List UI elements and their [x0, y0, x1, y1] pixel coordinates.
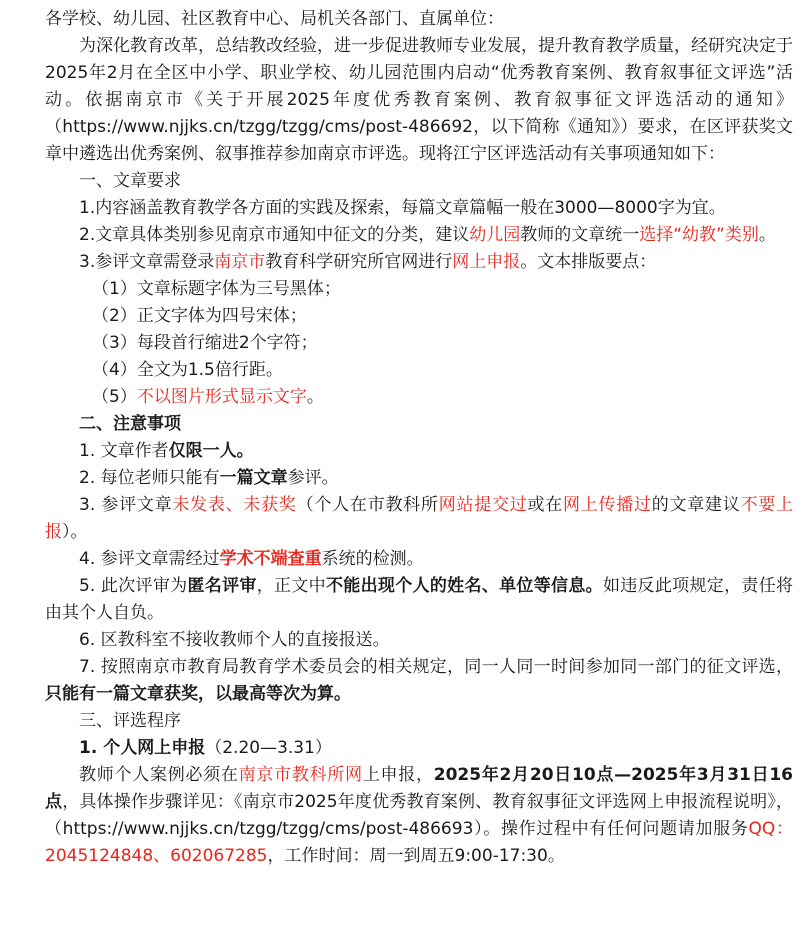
online-submit-highlight: 网上申报: [452, 252, 521, 272]
format-point-1: （1）文章标题字体为三号黑体；: [92, 279, 341, 299]
note-3: 3. 参评文章未发表、未获奖（个人在市教科所网站提交过或在网上传播过的文章建议不要上报）。: [45, 495, 794, 542]
format-point-3: （3）每段首行缩进2个字符；: [92, 333, 318, 353]
note-7: 7. 按照南京市教育局教育学术委员会的相关规定，同一人同一时间参加同一部门的征文评选，只能有一篇文章获奖，以最高等次为算。: [45, 657, 793, 704]
qq-contact: QQ：2045124848、602067285: [45, 819, 793, 866]
step-1-body: 教师个人案例必须在南京市教科所网上申报，2025年2月20日10点—2025年3月31日16点，具体操作步骤详见：《南京市2025年度优秀教育案例、教育叙事征文评选网上申报流程说明》，（https://www.njjks.cn/tzgg/tzgg/cms/post-486693）。操作过程中有任何问题请加服务QQ：2045124848、602067285，工作时间：周一到周五9:00-17:30。: [45, 765, 794, 866]
intro-paragraph: 为深化教育改革，总结教改经验，进一步促进教师专业发展，提升教育教学质量，经研究决定于2025年2月在全区中小学、职业学校、幼儿园范围内启动“优秀教育案例、教育叙事征文评选”活动。依据南京市《关于开展2025年度优秀教育案例、教育叙事征文评选活动的通知》（https://www.njjks.cn/tzgg/tzgg/cms/post-486692，以下简称《通知》）要求，在区评获奖文章中遴选出优秀案例、叙事推荐参加南京市评选。现将江宁区评选活动有关事项通知如下：: [45, 36, 793, 164]
requirement-2: 2.文章具体类别参见南京市通知中征文的分类，建议幼儿园教师的文章统一选择“幼教”类别。: [79, 225, 776, 245]
greeting: 各学校、幼儿园、社区教育中心、局机关各部门、直属单位：: [45, 9, 504, 29]
section-1-title: 一、文章要求: [79, 171, 181, 191]
format-point-4: （4）全文为1.5倍行距。: [92, 360, 283, 380]
format-point-5: （5）不以图片形式显示文字。: [92, 387, 324, 407]
category-highlight: 选择“幼教”类别: [639, 225, 759, 245]
kindergarten-highlight: 幼儿园: [469, 225, 521, 245]
note-1: 1. 文章作者仅限一人。: [79, 441, 254, 461]
jks-site-highlight: 南京市教科所网: [238, 765, 363, 785]
requirement-3: 3.参评文章需登录南京市教育科学研究所官网进行网上申报。文本排版要点：: [79, 252, 657, 272]
requirement-1: 1.内容涵盖教育教学各方面的实践及探索，每篇文章篇幅一般在3000—8000字为宜。: [79, 198, 726, 218]
step-1-heading: 1. 个人网上申报（2.20—3.31）: [79, 738, 332, 758]
note-6: 6. 区教科室不接收教师个人的直接报送。: [79, 630, 390, 650]
format-point-2: （2）正文字体为四号宋体；: [92, 306, 307, 326]
note-4: 4. 参评文章需经过学术不端查重系统的检测。: [79, 549, 424, 569]
note-5: 5. 此次评审为匿名评审，正文中不能出现个人的姓名、单位等信息。如违反此项规定，责任将由其个人自负。: [45, 576, 794, 623]
section-3-title: 三、评选程序: [79, 711, 181, 731]
note-2: 2. 每位老师只能有一篇文章参评。: [79, 468, 339, 488]
section-2-title: 二、注意事项: [79, 414, 181, 434]
nanjing-highlight: 南京市: [214, 252, 266, 272]
